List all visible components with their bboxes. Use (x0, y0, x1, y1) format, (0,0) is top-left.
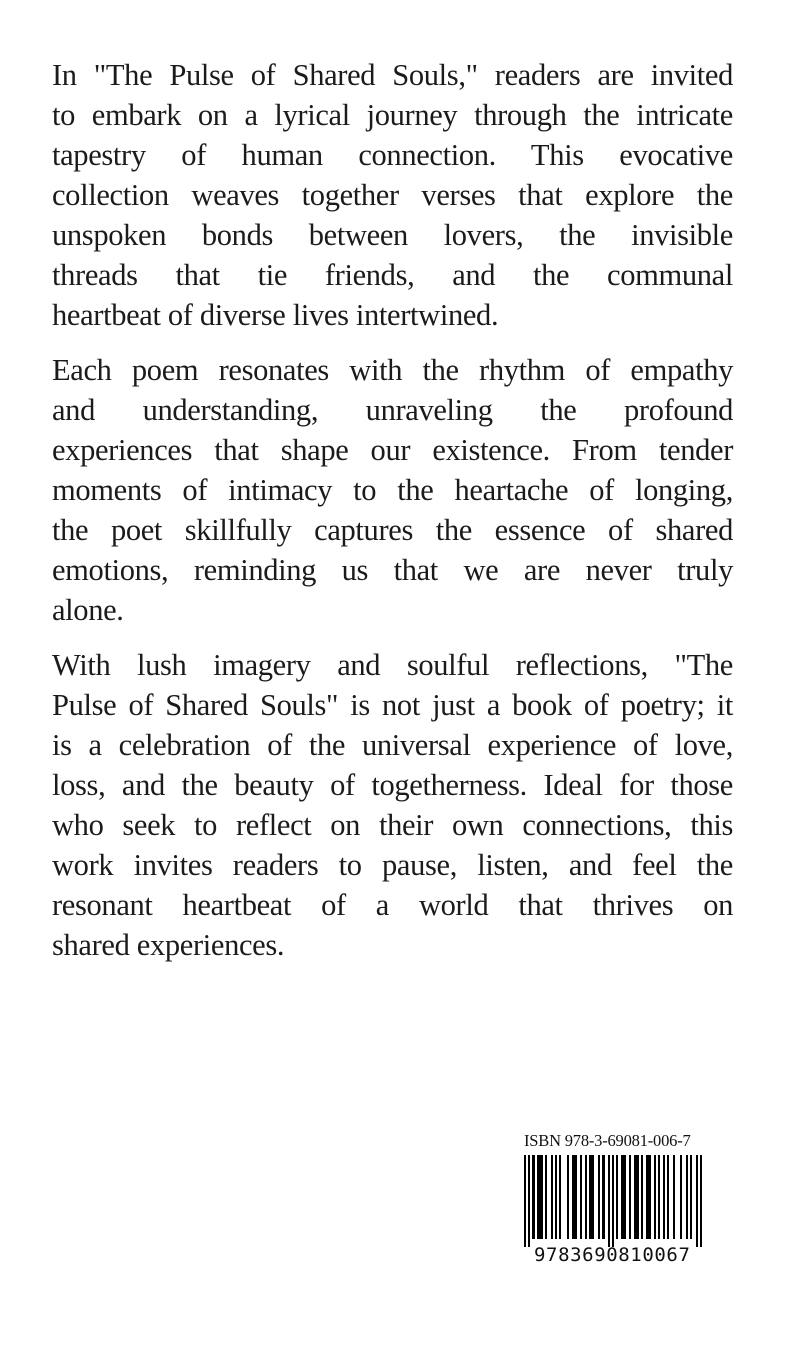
blurb-line: Each poem resonates with the rhythm of empathy (52, 353, 733, 387)
blurb-line: work invites readers to pause, listen, and feel the (52, 848, 733, 882)
blurb-paragraph-2 (52, 350, 733, 630)
isbn-label: ISBN 978-3-69081-006-7 (524, 1131, 691, 1150)
blurb-line: to embark on a lyrical journey through the intricate (52, 98, 733, 132)
blurb-line: the poet skillfully captures the essence of shared (52, 513, 733, 547)
book-blurb (52, 55, 733, 980)
blurb-line: threads that tie friends, and the communal (52, 258, 733, 292)
blurb-line: is a celebration of the universal experience of love, (52, 728, 733, 762)
blurb-line: tapestry of human connection. This evocative (52, 138, 733, 172)
blurb-line: heartbeat of diverse lives intertwined. (52, 298, 499, 332)
blurb-line: shared experiences. (52, 928, 285, 962)
blurb-line: In "The Pulse of Shared Souls," readers are invited (52, 58, 733, 92)
blurb-paragraph-1 (52, 55, 733, 335)
blurb-line: alone. (52, 593, 124, 627)
blurb-line: experiences that shape our existence. From tender (52, 433, 733, 467)
blurb-paragraph-3 (52, 645, 733, 965)
blurb-line: emotions, reminding us that we are never truly (52, 553, 733, 587)
blurb-line: Pulse of Shared Souls" is not just a book of poetry; it (52, 688, 733, 722)
isbn-barcode-block (521, 1128, 705, 1273)
blurb-line: and understanding, unraveling the profound (52, 393, 733, 427)
barcode-icon (524, 1155, 702, 1247)
blurb-line: collection weaves together verses that explore the (52, 178, 733, 212)
blurb-line: who seek to reflect on their own connections, this (52, 808, 733, 842)
blurb-line: resonant heartbeat of a world that thrives on (52, 888, 733, 922)
barcode-digits: 9783690810067 (534, 1244, 691, 1266)
blurb-line: moments of intimacy to the heartache of longing, (52, 473, 733, 507)
blurb-line: unspoken bonds between lovers, the invisible (52, 218, 733, 252)
blurb-line: With lush imagery and soulful reflections, "The (52, 648, 733, 682)
blurb-line: loss, and the beauty of togetherness. Ideal for those (52, 768, 733, 802)
